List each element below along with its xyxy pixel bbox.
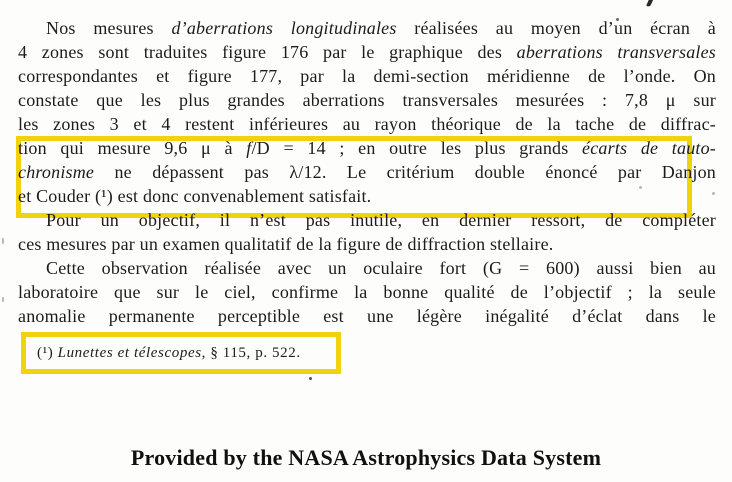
text-segment: 4 zones sont traduites figure 176 par le graphique des: [18, 42, 517, 62]
text-line: [18, 40, 716, 64]
text-segment: Cette observation réalisée avec un oculaire fort (G = 600) aussi bien au: [46, 258, 716, 278]
text-segment: Pour un objectif, il n’est pas inutile, en dernier ressort, de compléter: [46, 210, 716, 230]
text-segment: ces mesures par un examen qualitatif de la figure de diffraction stellaire.: [18, 234, 554, 254]
scan-speck: [2, 238, 4, 244]
text-line: [18, 136, 716, 160]
text-line: [18, 16, 716, 40]
text-segment: les zones 3 et 4 restent inférieures au rayon théorique de la tache de diffrac-: [18, 114, 716, 134]
italic-text-segment: Lunettes et télescopes: [57, 345, 202, 361]
text-segment: Nos mesures: [46, 18, 172, 38]
italic-text-segment: d’aberrations longitudinales: [171, 18, 397, 38]
text-line: [18, 112, 716, 136]
scan-speck: [309, 377, 312, 380]
text-segment: et Couder (¹) est donc convenablement satisfait.: [18, 186, 372, 206]
text-segment: ne dépassent pas λ/12. Le critérium double énoncé par Danjon: [94, 162, 716, 182]
text-line: [18, 304, 716, 328]
text-line: [18, 184, 716, 208]
text-segment: , § 115, p. 522.: [201, 345, 301, 361]
text-segment: /D = 14 ; en outre les plus grands: [251, 138, 583, 158]
italic-text-segment: chronisme: [18, 162, 95, 182]
text-line: [18, 160, 716, 184]
text-line: [18, 208, 716, 232]
text-line: [18, 280, 716, 304]
text-line: [18, 64, 716, 88]
italic-text-segment: aberrations transversales: [516, 42, 716, 62]
footnote: [37, 341, 301, 365]
text-line: [18, 88, 716, 112]
text-line: [18, 256, 716, 280]
text-segment: laboratoire que sur le ciel, confirme la bonne qualité de l’objectif ; la seule: [18, 282, 716, 302]
text-segment: correspondantes et figure 177, par la demi-section méridienne de l’onde. On: [18, 66, 716, 86]
scan-artifact-clipped-glyph: [646, 0, 654, 7]
text-segment: réalisées au moyen d’un écran à: [396, 18, 716, 38]
body-text: [18, 16, 716, 328]
text-line: [18, 232, 716, 256]
ads-footer: Provided by the NASA Astrophysics Data System: [130, 445, 602, 470]
text-segment: constate que les plus grandes aberrations transversales mesurées : 7,8 μ sur: [18, 90, 716, 110]
scan-speck: [2, 297, 4, 302]
text-segment: (¹): [37, 345, 58, 361]
text-segment: anomalie permanente perceptible est une légère inégalité d’éclat dans le: [18, 306, 716, 326]
text-segment: tion qui mesure 9,6 μ à: [18, 138, 247, 158]
italic-text-segment: écarts de tauto-: [582, 138, 716, 158]
italic-text-segment: f: [246, 138, 252, 158]
